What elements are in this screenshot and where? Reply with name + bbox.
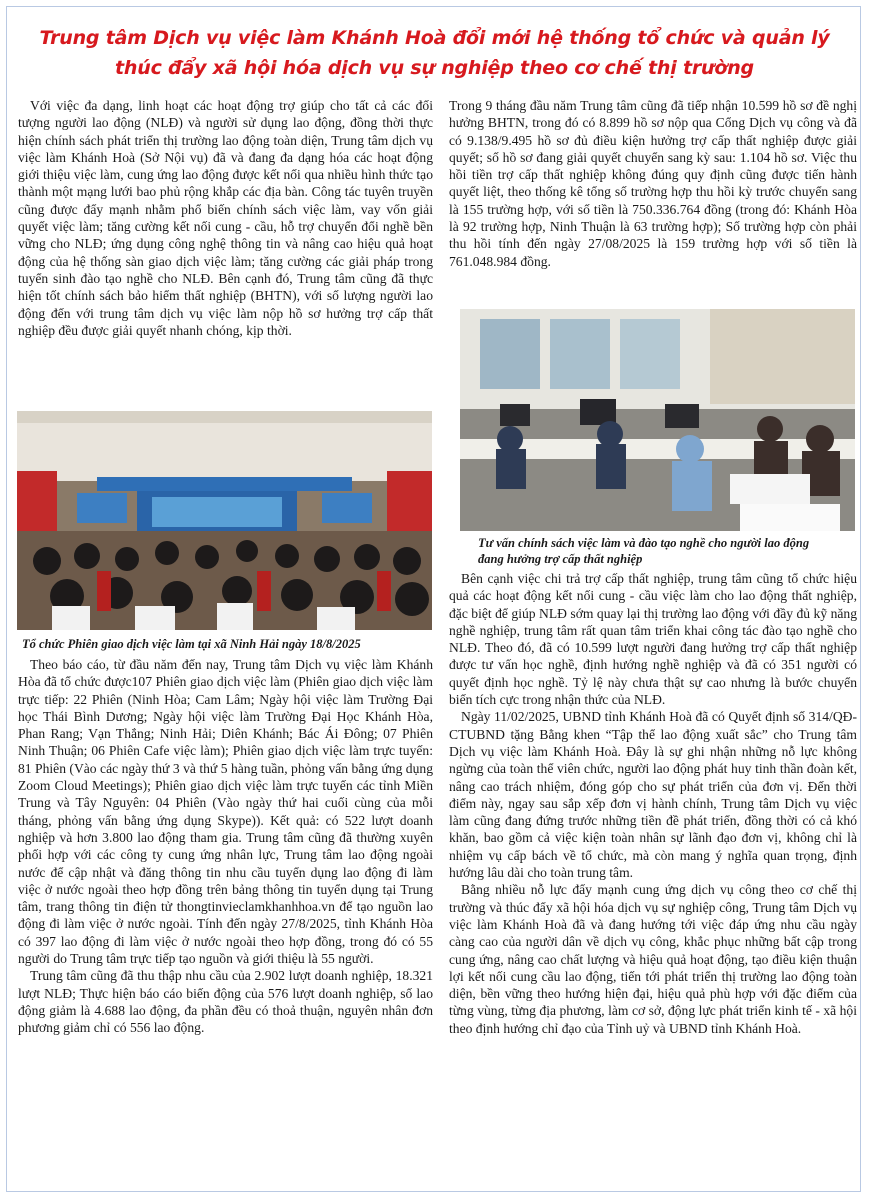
left-column-top	[18, 97, 433, 339]
paragraph: Theo báo cáo, từ đầu năm đến nay, Trung tâm Dịch vụ việc làm Khánh Hòa đã tổ chức được107 Phiên giao dịch việc làm (Phiên giao dịch việc làm trực tiếp: 22 Phiên (Ninh Hòa; Cam Lâm; Ngày hội việc làm Trường Đại học Thái Bình Dương; Ngày hội việc làm Trường Đại Học Khánh Hòa, Phan Rang; Vạn Thắng; Ninh Hải; Diên Khánh; Bác Ái Đông; 07 Phiên Ninh Thuận; 06 Phiên Cafe việc làm); Phiên giao dịch việc làm trực tuyến: 81 Phiên (Vào các ngày thứ 3 và thứ 5 hàng tuần, phỏng vấn bằng ứng dụng Zoom Cloud Meetings); Phiên giao dịch việc làm trực tuyến các tỉnh Miền Trung và Tây Nguyên: 04 Phiên (Vào ngày thứ hai cuối cùng của mỗi tháng, phỏng vấn bằng ứng dụng Skype)). Kết quả: có 522 lượt doanh nghiệp và hơn 3.800 lao động tham gia. Trung tâm cũng đã thường xuyên phối hợp với các công ty cung ứng nhân lực, Trung tâm lao động ngoài nước để cập nhật và đăng thông tin nhu cầu tuyển dụng lao động đi làm việc ở nước ngoài theo hợp đồng trên bảng thông tin tuyển dụng tại Trung tâm, trang thông tin điện tử thongtinvieclamkhanhhoa.vn để tạo nguồn lao động đi làm việc ở nước ngoài. Tính đến ngày 27/8/2025, tỉnh Khánh Hòa có 397 lao động đi làm việc ở nước ngoài theo hợp đồng, trong đó có 55 người do Trung tâm trực tiếp tạo nguồn và giới thiệu là 55 người.	[18, 657, 433, 967]
left-photo-caption: Tổ chức Phiên giao dịch việc làm tại xã Ninh Hải ngày 18/8/2025	[22, 637, 361, 651]
paragraph: Bằng nhiều nỗ lực đẩy mạnh cung ứng dịch vụ công theo cơ chế thị trường và thúc đẩy xã hội hóa dịch vụ sự nghiệp công, Trung tâm Dịch vụ việc làm Khánh Hoà đã và đang hướng tới việc đáp ứng nhu cầu ngày càng cao của người dân về dịch vụ công, khắc phục những bất cập trong cung ứng, nâng cao chất lượng và hiệu quả hoạt động, tạo điều kiện thuận lợi kết nối cung cầu lao động, tiến tới phát triển thị trường lao động toàn diện, bền vững theo hướng hiện đại, hiệu quả phù hợp với đặc điểm của từng vùng, từng địa phương, làm cơ sở, động lực phát triển kinh tế - xã hội theo định hướng chỉ đạo của Tỉnh uỷ và UBND tỉnh Khánh Hoà.	[449, 882, 857, 1036]
paragraph: Trong 9 tháng đầu năm Trung tâm cũng đã tiếp nhận 10.599 hồ sơ đề nghị hưởng BHTN, trong đó có 8.899 hồ sơ nộp qua Cổng Dịch vụ công và đã có 9.138/9.495 hồ sơ đủ điều kiện hưởng trợ cấp thất nghiệp được giải quyết; số hồ sơ đang giải quyết chuyển sang kỳ sau: 1.104 hồ sơ. Việc thu hồi tiền trợ cấp thất nghiệp không đúng quy định cũng được tiến hành quyết liệt, theo thống kê tổng số trường hợp thu hồi kỳ trước chuyển sang là 155 trường hợp, với số tiền là 750.336.764 đồng (trong đó: Khánh Hòa là 92 trường hợp, Ninh Thuận là 63 trường hợp); Số trường hợp còn phải thu hồi tính đến ngày 27/08/2025 là 159 trường hợp với số tiền là 761.048.984 đồng.	[449, 98, 857, 269]
paragraph: Ngày 11/02/2025, UBND tỉnh Khánh Hoà đã có Quyết định số 314/QĐ-CTUBND tặng Bằng khen “Tập thể lao động xuất sắc” cho Trung tâm Dịch vụ việc làm Khánh Hoà. Đây là sự ghi nhận những nỗ lực không ngừng của toàn thể viên chức, người lao động phát huy tinh thần đoàn kết, nâng cao trách nhiệm, đóng góp cho sự phát triển của đơn vị. Đến thời điểm này, ngay sau sắp xếp đơn vị hành chính, Trung tâm Dịch vụ việc làm cũng đang đứng trước những tiền đề phát triển, đồng thời có cả khó khăn, bao gồm cả việc kiện toàn nhân sự lãnh đạo đơn vị, không chỉ là nhiệm vụ cấp bách về tổ chức, mà còn mang ý nghĩa quan trọng, định hướng lâu dài cho toàn trung tâm.	[449, 709, 857, 881]
paragraph: Bên cạnh việc chi trả trợ cấp thất nghiệp, trung tâm cũng tổ chức hiệu quả các hoạt động kết nối cung - cầu việc làm cho lao động thất nghiệp, đặc biệt để giúp NLĐ sớm quay lại thị trường lao động với đầy đủ kỹ năng nghề nghiệp, trung tâm rất quan tâm triển khai công tác đào tạo nghề cho NLĐ. Theo đó, đã có 10.599 lượt người đang hưởng trợ cấp thất nghiệp được tư vấn học nghề, định hướng nghề nghiệp và đã có 351 người có quyết định học nghề. Tỷ lệ này chưa thật sự cao nhưng là bước chuyển biến tích cực trong nhận thức của NLĐ.	[449, 571, 857, 708]
right-photo-caption-line-1: Tư vấn chính sách việc làm và đào tạo nghề cho người lao động	[478, 536, 810, 550]
paragraph: Trung tâm cũng đã thu thập nhu cầu của 2.902 lượt doanh nghiệp, 18.321 lượt NLĐ; Thực hiện báo cáo biến động của 576 lượt doanh nghiệp, số lao động giảm là 4.688 lao động, đa phần đều có thoả thuận, nguyên nhân đơn phương giảm chỉ có 556 lao động.	[18, 968, 433, 1036]
headline-line-1: Trung tâm Dịch vụ việc làm Khánh Hoà đổi mới hệ thống tổ chức và quản lý	[39, 27, 830, 49]
consultation-photo	[460, 309, 855, 531]
right-photo-caption-line-2: đang hưởng trợ cấp thất nghiệp	[478, 552, 643, 566]
right-column-bottom	[449, 570, 857, 1037]
right-column-top	[449, 97, 857, 270]
job-fair-photo	[17, 411, 432, 630]
left-column-bottom	[18, 656, 433, 1037]
paragraph: Với việc đa dạng, linh hoạt các hoạt động trợ giúp cho tất cả các đối tượng người lao động (NLĐ) và người sử dụng lao động, đồng thời thực hiện chính sách phát triển thị trường lao động toàn diện, Trung tâm dịch vụ việc làm Khánh Hoà (Sở Nội vụ) đã và đang đa dạng hóa các hoạt động giới thiệu việc làm, cung ứng lao động được kết nối qua nhiều hình thức tạo thành một mạng lưới bao phủ rộng khắp các địa bàn. Công tác tuyên truyền cũng được đẩy mạnh nhằm phổ biến chính sách việc làm, vay vốn giải quyết việc làm; tăng cường kết nối cung - cầu, hỗ trợ chuyển đổi nghề bền vững cho NLĐ; ứng dụng công nghệ thông tin và nâng cao hiệu quả hoạt động của hệ thống sàn giao dịch việc làm; tăng cường các giải pháp trong tuyển sinh đào tạo nghề cho NLĐ. Bên cạnh đó, Trung tâm cũng đã thực hiện tốt chính sách bảo hiểm thất nghiệp (BHTN), với số lượng người lao động đến với trung tâm dịch vụ việc làm nộp hồ sơ hưởng trợ cấp thất nghiệp đều được giải quyết nhanh chóng, kịp thời.	[18, 98, 433, 338]
headline-line-2: thúc đẩy xã hội hóa dịch vụ sự nghiệp theo cơ chế thị trường	[115, 57, 754, 79]
